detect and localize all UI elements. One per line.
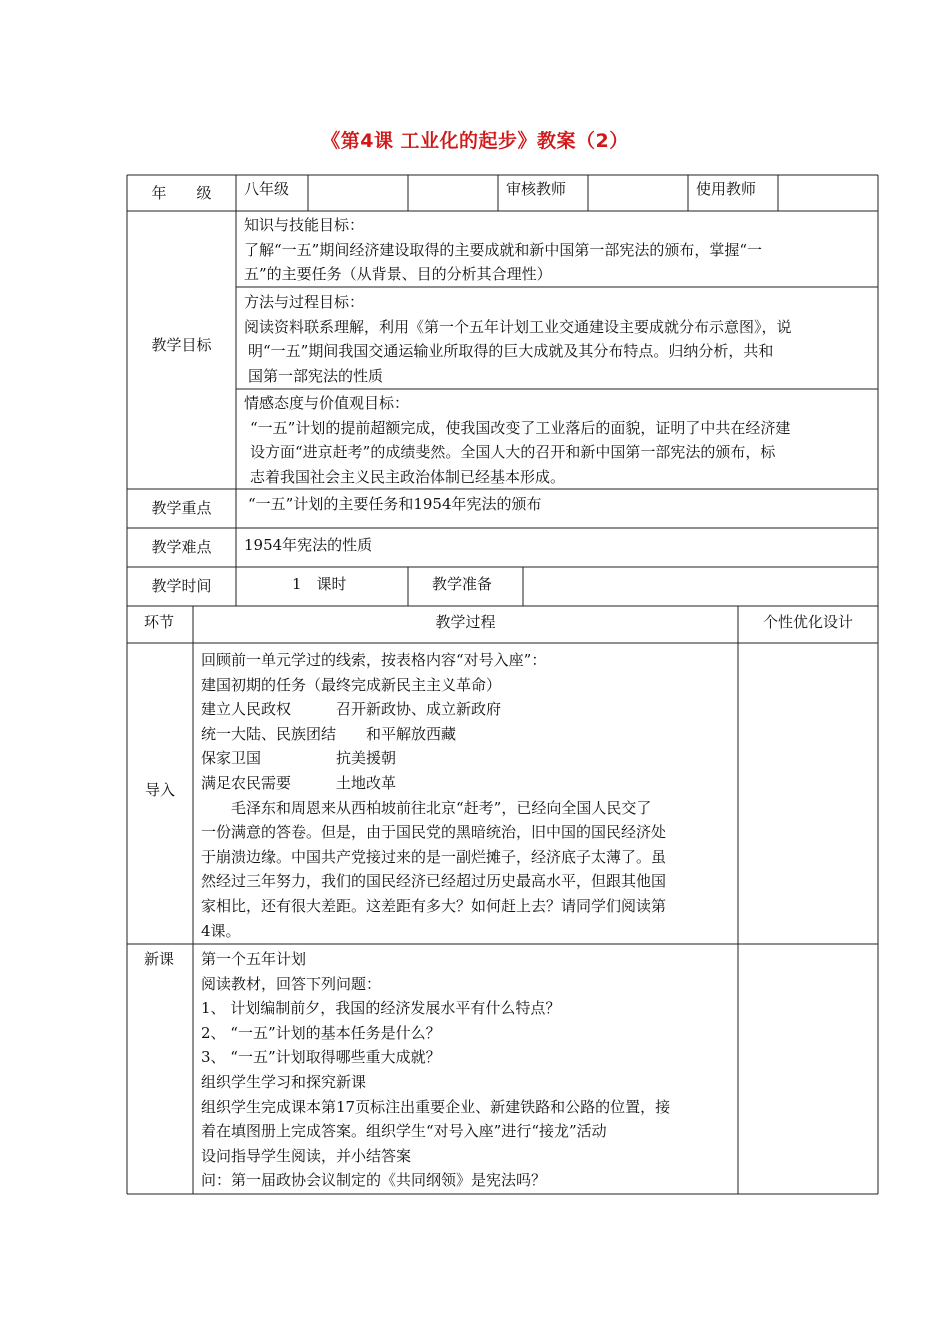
page-title: 《第4课 工业化的起步》教案（2）: [321, 130, 629, 152]
emotion-goal: [244, 391, 874, 489]
prep-label: 教学准备: [432, 575, 493, 593]
intro-line: 满足农民需要 土地改革: [201, 773, 397, 792]
knowledge-goal-title: 知识与技能目标：: [244, 216, 365, 234]
new-lesson-line: 1、 计划编制前夕，我国的经济发展水平有什么特点？: [201, 999, 561, 1018]
new-lesson-label: 新课: [144, 950, 175, 968]
intro-line: 建国初期的任务（最终完成新民主主义革命）: [201, 675, 502, 694]
difficulty-label: 教学难点: [151, 538, 212, 556]
intro-label: 导入: [144, 781, 175, 799]
goals-label: 教学目标: [151, 336, 212, 354]
time-label: 教学时间: [151, 577, 212, 595]
new-lesson-line: 阅读教材，回答下列问题：: [201, 974, 382, 993]
intro-line: 建立人民政权 召开新政协、成立新政府: [201, 700, 502, 719]
reviewer-label: 审核教师: [506, 180, 567, 198]
grade-value: 八年级: [244, 180, 290, 198]
intro-line: 回顾前一单元学过的线索，按表格内容“对号入座”：: [201, 651, 547, 669]
knowledge-goal: [244, 213, 874, 287]
key-point-value: “一五”计划的主要任务和1954年宪法的颁布: [248, 495, 542, 513]
new-lesson-line: 着在填图册上完成答案。组织学生“对号入座”进行“接龙”活动: [201, 1122, 607, 1141]
section-header: 环节: [144, 613, 175, 631]
emotion-goal-title: 情感态度与价值观目标：: [244, 394, 410, 412]
method-goal-line: 国第一部宪法的性质: [248, 366, 384, 385]
intro-paragraph-line: 毛泽东和周恩来从西柏坡前往北京“赶考”，已经向全国人民交了: [201, 798, 652, 817]
method-goal-title: 方法与过程目标：: [244, 293, 365, 311]
grade-label: 年 级: [151, 184, 212, 202]
custom-design-header: 个性优化设计: [762, 613, 853, 631]
new-lesson-line: 第一个五年计划: [201, 950, 307, 968]
new-lesson-line: 设问指导学生阅读，并小结答案: [201, 1146, 412, 1165]
key-point-label: 教学重点: [151, 499, 212, 517]
intro-paragraph-line: 于崩溃边缘。中国共产党接过来的是一副烂摊子，经济底子太薄了。虽: [201, 847, 667, 866]
intro-line: 保家卫国 抗美援朝: [201, 749, 397, 768]
user-teacher-label: 使用教师: [696, 180, 757, 198]
intro-paragraph-line: 家相比，还有很大差距。这差距有多大？如何赶上去？请同学们阅读第: [201, 896, 667, 915]
time-value: 1 课时: [292, 575, 347, 593]
emotion-goal-line: “一五”计划的提前超额完成，使我国改变了工业落后的面貌，证明了中共在经济建: [250, 418, 791, 437]
knowledge-goal-line: 了解“一五”期间经济建设取得的主要成就和新中国第一部宪法的颁布，掌握“一: [244, 240, 763, 259]
process-header: 教学过程: [435, 613, 496, 631]
difficulty-value: 1954年宪法的性质: [244, 536, 373, 554]
intro-paragraph-line: 然经过三年努力，我们的国民经济已经超过历史最高水平，但跟其他国: [201, 872, 667, 891]
new-lesson-content: [201, 947, 736, 1193]
new-lesson-line: 组织学生学习和探究新课: [201, 1072, 367, 1091]
new-lesson-line: 3、 “一五”计划取得哪些重大成就？: [201, 1048, 441, 1067]
method-goal-line: 阅读资料联系理解，利用《第一个五年计划工业交通建设主要成就分布示意图》，说: [244, 317, 792, 336]
intro-paragraph-line: 4课。: [201, 921, 241, 940]
new-lesson-line: 2、 “一五”计划的基本任务是什么？: [201, 1023, 441, 1042]
knowledge-goal-line: 五”的主要任务（从背景、目的分析其合理性）: [244, 265, 552, 284]
new-lesson-line: 组织学生完成课本第17页标注出重要企业、新建铁路和公路的位置，接: [201, 1097, 671, 1116]
method-goal: [244, 290, 874, 388]
new-lesson-line: 问：第一届政协会议制定的《共同纲领》是宪法吗？: [201, 1171, 547, 1190]
emotion-goal-line: 志着我国社会主义民主政治体制已经基本形成。: [250, 467, 566, 486]
intro-content: [201, 648, 736, 943]
intro-line: 统一大陆、民族团结 和平解放西藏: [201, 724, 457, 743]
intro-paragraph-line: 一份满意的答卷。但是，由于国民党的黑暗统治，旧中国的国民经济处: [201, 823, 667, 842]
method-goal-line: 明“一五”期间我国交通运输业所取得的巨大成就及其分布特点。归纳分析，共和: [248, 342, 774, 361]
emotion-goal-line: 设方面“进京赶考”的成绩斐然。全国人大的召开和新中国第一部宪法的颁布，标: [250, 443, 776, 462]
